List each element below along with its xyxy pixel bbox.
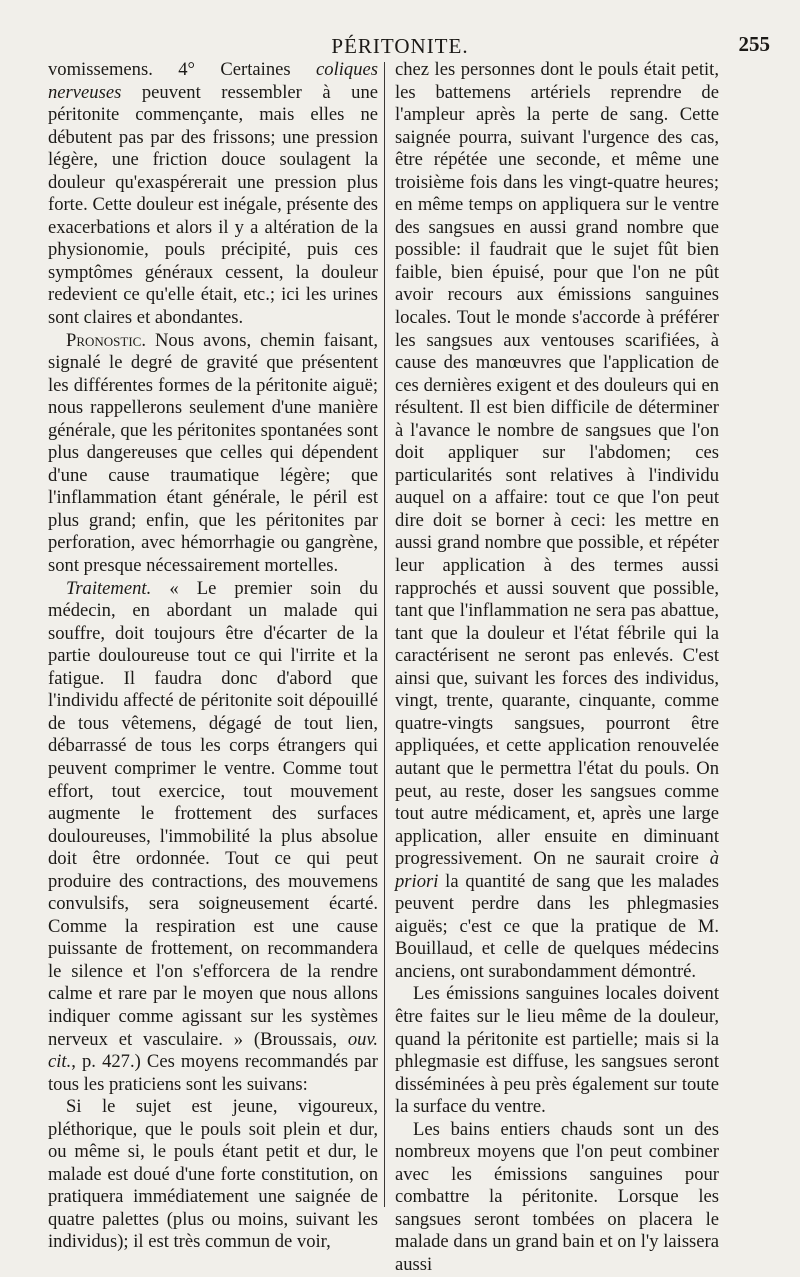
- page-number: 255: [738, 32, 770, 56]
- running-title: PÉRITONITE.: [331, 34, 469, 58]
- paragraph-text: « Le premier soin du médecin, en abordant un malade qui souffre, doit toujours être d'écarter de la partie douloureuse tout ce qui l'irrite et la fatigue. Il faudra donc d'abord que l'individu affecté de péritonite soit dépouillé de tous vêtemens, dégagé de tout lien, débarrassé de tous les corps étrangers qui peuvent comprimer le ventre. Comme tout effort, tout exercice, tout mouvement augmente le frottement des surfaces douloureuses, l'immobilité la plus absolue doit être ordonnée. Tout ce qui peut produire des contractions, des mouvemens convulsifs, sera soigneusement écarté. Comme la respiration est une cause puissante de frottement, on recommandera le silence et l'on s'efforcera de la rendre calme et rare par le moyen que nous allons indiquer comme agissant sur les systèmes nerveux et vasculaire. » (Broussais,: [48, 577, 378, 1050]
- paragraph-text: Nous avons, chemin faisant, signalé le degré de gravité que présentent les différentes formes de la péritonite aiguë; nous rappellerons seulement d'une manière générale, que les péritonites spontanées sont plus dangereuses que celles qui dépendent d'une cause traumatique légère; que l'inflammation étant générale, le péril est plus grand; enfin, que les péritonites par perforation, avec hémorrhagie ou gangrène, sont presque nécessairement mortelles.: [48, 329, 378, 577]
- paragraph-text: , p. 427.) Ces moyens recommandés par tous les praticiens sont les suivans:: [48, 1051, 378, 1095]
- paragraph-bains: [395, 1119, 719, 1277]
- paragraph-sangsues: [395, 59, 719, 983]
- section-heading-traitement: Traitement.: [66, 577, 152, 599]
- column-divider: [384, 62, 385, 1207]
- italic-term: à priori: [395, 848, 719, 892]
- left-column: [48, 59, 378, 1253]
- paragraph-coliques: [48, 59, 378, 330]
- section-heading-pronostic: Pronostic.: [66, 329, 146, 351]
- right-column: [395, 59, 719, 1275]
- paragraph-text: Si le sujet est jeune, vigoureux, pléthorique, que le pouls soit plein et dur, ou même si, le pouls étant petit et dur, le malade est doué d'une forte constitution, on pratiquera immédiatement une saignée de quatre palettes (plus ou moins, suivant les individus); il est très commun de voir,: [48, 1096, 378, 1253]
- paragraph-text: Les bains entiers chauds sont un des nombreux moyens que l'on peut combiner avec les émissions sanguines pour combattre la péritonite. Lorsque les sangsues seront tombées on placera le malade dans un grand bain et on l'y laissera aussi: [395, 1118, 719, 1275]
- paragraph-text: Les émissions sanguines locales doivent être faites sur le lieu même de la douleur, quand la péritonite est partielle; mais si la phlegmasie est diffuse, les sangsues seront disséminées à peu près également sur toute la surface du ventre.: [395, 983, 719, 1118]
- paragraph-saignee: [48, 1096, 378, 1254]
- paragraph-text: peuvent ressembler à une péritonite commençante, mais elles ne débutent pas par des frissons; une pression légère, une friction douce soulagent la douleur qu'exaspérerait une pression plus forte. Cette douleur est inégale, présente des exacerbations et alors il y a altération de la physionomie, pouls précipité, puis ces symptômes généraux cessent, la douleur redevient ce qu'elle était, etc.; ici les urines sont claires et abondantes.: [48, 81, 378, 329]
- italic-term: coliques nerveuses: [48, 59, 378, 103]
- page-header: [0, 16, 800, 56]
- citation: ouv. cit.: [48, 1028, 378, 1073]
- paragraph-text: chez les personnes dont le pouls était petit, les battemens artériels reprendre de l'ampleur après la perte de sang. Cette saignée pourra, suivant l'urgence des cas, être répétée une seconde, et même une troisième fois dans les vingt-quatre heures; en même temps on appliquera sur le ventre des sangsues en aussi grand nombre que possible: il faudrait que le sujet fût bien faible, bien épuisé, pour que l'on ne pût avoir recours aux émissions sanguines locales. Tout le monde s'accorde à préférer les sangsues aux ventouses scarifiées, à cause des manœuvres que l'application de ces dernières exigent et des douleurs qui en résultent. Il est bien difficile de déterminer à l'avance le nombre de sangsues que l'on doit appliquer sur l'abdomen; ces particularités sont relatives à l'individu auquel on a affaire: tout ce que l'on peut dire doit se borner à ceci: les mettre en aussi grand nombre que possible, et répéter leur application à des termes aussi rapprochés et aussi souvent que possible, tant que l'inflammation ne sera pas abattue, tant que la douleur et l'état fébrile qui la caractérisent ne seront pas enlevés. C'est ainsi que, suivant les forces des individus, vingt, trente, quarante, cinquante, comme quatre-vingts sangsues, pourront être appliquées, et cette application renouvelée autant que le permettra l'état du pouls. On peut, au reste, doser les sangsues comme tout autre médicament, et, après une large application, aller ensuite en diminuant progressivement. On ne saurait croire: [395, 59, 719, 870]
- paragraph-emissions: [395, 983, 719, 1118]
- paragraph-text: vomissemens. 4° Certaines: [48, 59, 317, 80]
- paragraph-traitement: [48, 578, 378, 1097]
- paragraph-text: la quantité de sang que les malades peuvent perdre dans les phlegmasies aiguës; c'est ce que la pratique de M. Bouillaud, et celle de quelques médecins anciens, ont surabondamment démontré.: [395, 870, 719, 982]
- paragraph-pronostic: [48, 330, 378, 578]
